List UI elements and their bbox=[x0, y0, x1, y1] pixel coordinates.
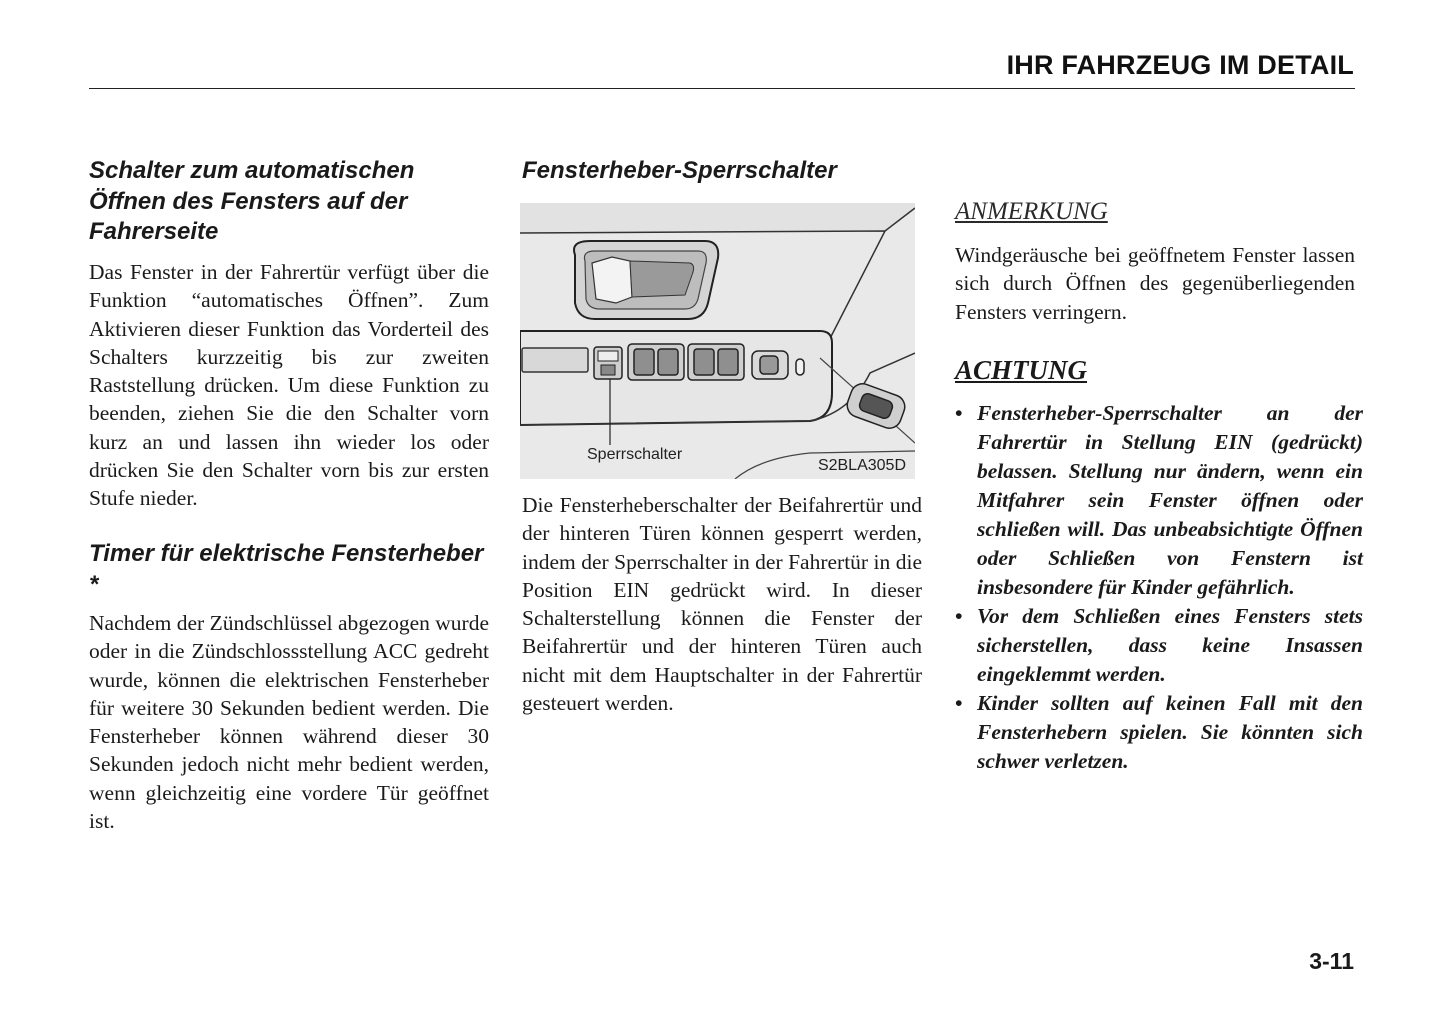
warning-item bbox=[955, 689, 1363, 776]
page-number: 3-11 bbox=[1309, 948, 1354, 974]
section-body-lock-switch: Die Fensterheberschalter der Beifahrertür und der hinteren Türen können gesperrt werden, indem der Sperrschalter in der Fahrertür in die Position EIN gedrückt wird. In dieser Schalterstellung können die Fenster der Beifahrertür und der hinteren Türen auch nicht mit dem Hauptschalter in der Fahrertür gesteuert werden. bbox=[522, 493, 922, 716]
warning-title: ACHTUNG bbox=[955, 355, 1088, 385]
section-body-auto-open: Das Fenster in der Fahrertür verfügt über die Funktion “automatisches Öffnen”. Zum Aktivieren dieser Funktion das Vorderteil des Schalters kurzzeitig bis zur zweiten Raststellung drücken. Um diese Funktion zu beenden, ziehen Sie die den Schalter vorn kurz an und lassen ihn wieder los oder drücken Sie den Schalter vorn bis zur ersten Stufe nieder. bbox=[89, 260, 489, 511]
section-body-timer: Nachdem der Zündschlüssel abgezogen wurde oder in die Zündschlossstellung ACC gedreht wurde, können die elektrischen Fensterheber für weitere 30 Sekunden bedient werden. Die Fensterheber können während dieser 30 Sekunden jedoch nicht mehr bedient werden, wenn gleichzeitig eine vordere Tür geöffnet ist. bbox=[89, 611, 489, 834]
warning-item-text: Vor dem Schließen eines Fensters stets sicherstellen, dass keine Insassen eingeklemmt werden. bbox=[977, 604, 1363, 686]
figure-code: S2BLA305D bbox=[817, 457, 906, 474]
door-panel-figure bbox=[520, 203, 915, 479]
bullet-icon: • bbox=[955, 401, 963, 425]
section-title-timer: Timer für elektrische Fensterheber * bbox=[89, 540, 484, 598]
warning-list bbox=[955, 399, 1363, 776]
note-title: ANMERKUNG bbox=[955, 198, 1108, 225]
warning-item bbox=[955, 602, 1363, 689]
door-panel-illustration bbox=[520, 203, 915, 479]
header-divider bbox=[89, 88, 1355, 89]
bullet-icon: • bbox=[955, 691, 963, 715]
note-body: Windgeräusche bei geöffnetem Fenster lassen sich durch Öffnen des gegenüberliegenden Fensters verringern. bbox=[955, 243, 1355, 324]
warning-item bbox=[955, 399, 1363, 602]
figure-callout-label: Sperrschalter bbox=[587, 446, 683, 463]
warning-item-text: Fensterheber-Sperrschalter an der Fahrertür in Stellung EIN (gedrückt) belassen. Stellung nur ändern, wenn ein Mitfahrer sein Fenster öffnen oder schließen will. Das unbeabsichtigte Öffnen oder Schließen von Fenstern ist insbesondere für Kinder gefährlich. bbox=[977, 401, 1363, 599]
section-title-lock-switch: Fensterheber-Sperrschalter bbox=[522, 157, 837, 184]
section-title-auto-open: Schalter zum automatischen Öffnen des Fensters auf der Fahrerseite bbox=[89, 157, 415, 245]
page-header-title: IHR FAHRZEUG IM DETAIL bbox=[1006, 50, 1354, 80]
warning-item-text: Kinder sollten auf keinen Fall mit den Fensterhebern spielen. Sie könnten sich schwer verletzen. bbox=[977, 691, 1363, 773]
bullet-icon: • bbox=[955, 604, 963, 628]
